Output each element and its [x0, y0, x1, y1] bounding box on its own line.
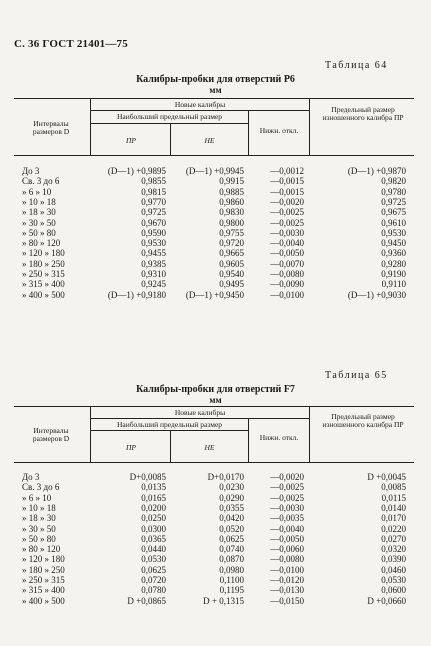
- interval-cell: » 6 » 10: [22, 492, 52, 503]
- rule: [309, 406, 310, 463]
- header-worn: Предельный размер изношенного калибра ПР: [322, 105, 404, 122]
- table-row: [0, 259, 431, 269]
- pr-cell: 0,0250: [141, 513, 166, 524]
- worn-cell: 0,9450: [381, 238, 406, 249]
- pr-cell: 0,9590: [141, 227, 166, 238]
- low-cell: —0,0150: [270, 595, 304, 606]
- ne-cell: 0,9800: [219, 217, 244, 228]
- table-row: [0, 166, 431, 176]
- table-row: [0, 524, 431, 534]
- low-cell: —0,0025: [270, 217, 304, 228]
- low-cell: —0,0040: [270, 523, 304, 534]
- worn-cell: 0,0390: [381, 554, 406, 565]
- header-low: Нижн. откл.: [259, 433, 299, 442]
- low-cell: —0,0120: [270, 575, 304, 585]
- ne-cell: (D—1) +0,9450: [185, 289, 244, 300]
- low-cell: —0,0130: [270, 585, 304, 596]
- low-cell: —0,0020: [270, 472, 304, 482]
- pr-cell: 0,9455: [141, 248, 166, 259]
- header-max: Наибольший предельный размер: [116, 420, 223, 429]
- worn-cell: 0,9610: [381, 217, 406, 228]
- pr-cell: 0,9530: [141, 238, 166, 249]
- pr-cell: 0,9245: [141, 279, 166, 290]
- ne-cell: 0,9830: [219, 207, 244, 218]
- pr-cell: 0,9725: [141, 207, 166, 218]
- ne-cell: 0,0980: [219, 564, 244, 575]
- interval-cell: » 30 » 50: [22, 217, 56, 228]
- pr-cell: 0,0200: [141, 502, 166, 513]
- pr-cell: 0,9670: [141, 217, 166, 228]
- interval-cell: » 400 » 500: [22, 595, 65, 606]
- low-cell: —0,0025: [270, 482, 304, 493]
- worn-cell: 0,0085: [381, 482, 406, 493]
- interval-cell: » 18 » 30: [22, 513, 56, 524]
- header-max: Наибольший предельный размер: [116, 112, 223, 121]
- interval-cell: » 6 » 10: [22, 186, 52, 197]
- ne-cell: 0,0520: [219, 523, 244, 534]
- low-cell: —0,0025: [270, 207, 304, 218]
- low-cell: —0,0012: [270, 166, 304, 176]
- table-row: [0, 279, 431, 289]
- worn-cell: 0,9530: [381, 227, 406, 238]
- ne-cell: (D—1) +0,9945: [185, 166, 244, 176]
- table-row: [0, 554, 431, 564]
- pr-cell: (D—1) +0,9180: [107, 289, 166, 300]
- pr-cell: 0,0625: [141, 564, 166, 575]
- worn-cell: 0,9190: [381, 269, 406, 279]
- pr-cell: 0,9815: [141, 186, 166, 197]
- table-row: [0, 207, 431, 217]
- ne-cell: 0,1195: [219, 585, 244, 596]
- header-new: Новые калибры: [174, 100, 226, 109]
- pr-cell: 0,0135: [141, 482, 166, 493]
- table-row: [0, 269, 431, 279]
- ne-cell: D + 0,1315: [203, 595, 244, 606]
- worn-cell: 0,0600: [381, 585, 406, 596]
- header-interval: Интервалы размеров D: [32, 426, 70, 443]
- worn-cell: D +0,0045: [367, 472, 406, 482]
- interval-cell: » 50 » 80: [22, 227, 56, 238]
- low-cell: —0,0060: [270, 544, 304, 555]
- table-number: Таблица 65: [325, 370, 388, 381]
- ne-cell: 0,9495: [219, 279, 244, 290]
- ne-cell: 0,0625: [219, 533, 244, 544]
- pr-cell: 0,0365: [141, 533, 166, 544]
- interval-cell: » 180 » 250: [22, 564, 65, 575]
- rule: [91, 110, 309, 111]
- pr-cell: 0,0165: [141, 492, 166, 503]
- interval-cell: » 30 » 50: [22, 523, 56, 534]
- table-row: [0, 565, 431, 575]
- interval-cell: » 400 » 500: [22, 289, 65, 300]
- low-cell: —0,0080: [270, 554, 304, 565]
- pr-cell: 0,9385: [141, 258, 166, 269]
- worn-cell: 0,0320: [381, 544, 406, 555]
- table-units: мм: [209, 85, 222, 95]
- interval-cell: » 10 » 18: [22, 196, 56, 207]
- worn-cell: 0,9780: [381, 186, 406, 197]
- table-row: [0, 493, 431, 503]
- ne-cell: 0,9885: [219, 186, 244, 197]
- table-number: Таблица 64: [325, 60, 388, 71]
- worn-cell: D +0,0660: [367, 595, 406, 606]
- rule: [309, 98, 310, 156]
- ne-cell: 0,9720: [219, 238, 244, 249]
- header-low: Нижн. откл.: [259, 126, 299, 135]
- interval-cell: » 315 » 400: [22, 279, 65, 290]
- ne-cell: 0,0355: [219, 502, 244, 513]
- table-row: [0, 472, 431, 482]
- worn-cell: 0,0530: [381, 575, 406, 585]
- interval-cell: » 120 » 180: [22, 248, 65, 259]
- header-new: Новые калибры: [174, 408, 226, 417]
- table-row: [0, 197, 431, 207]
- worn-cell: 0,9675: [381, 207, 406, 218]
- table-row: [0, 218, 431, 228]
- low-cell: —0,0030: [270, 502, 304, 513]
- interval-cell: До 3: [22, 166, 40, 176]
- table-row: [0, 596, 431, 606]
- low-cell: —0,0020: [270, 196, 304, 207]
- interval-cell: » 250 » 315: [22, 269, 65, 279]
- pr-cell: D+0,0085: [129, 472, 166, 482]
- header-pr: ПР: [126, 443, 136, 452]
- worn-cell: 0,9820: [381, 176, 406, 187]
- interval-cell: » 10 » 18: [22, 502, 56, 513]
- interval-cell: До 3: [22, 472, 40, 482]
- table-row: [0, 544, 431, 554]
- header-worn: Предельный размер изношенного калибра ПР: [322, 412, 404, 429]
- ne-cell: 0,0290: [219, 492, 244, 503]
- worn-cell: 0,0270: [381, 533, 406, 544]
- ne-cell: 0,0870: [219, 554, 244, 565]
- low-cell: —0,0035: [270, 513, 304, 524]
- interval-cell: » 50 » 80: [22, 533, 56, 544]
- table-row: [0, 503, 431, 513]
- header-interval: Интервалы размеров D: [32, 119, 70, 136]
- pr-cell: 0,0780: [141, 585, 166, 596]
- low-cell: —0,0100: [270, 289, 304, 300]
- table-row: [0, 585, 431, 595]
- header-ne: НЕ: [204, 443, 215, 452]
- rule: [14, 155, 414, 156]
- pr-cell: 0,0530: [141, 554, 166, 565]
- table-row: [0, 248, 431, 258]
- ne-cell: 0,9755: [219, 227, 244, 238]
- ne-cell: 0,0420: [219, 513, 244, 524]
- low-cell: —0,0015: [270, 186, 304, 197]
- pr-cell: 0,0720: [141, 575, 166, 585]
- rule: [14, 98, 414, 99]
- rule: [91, 418, 309, 419]
- worn-cell: 0,0140: [381, 502, 406, 513]
- interval-cell: » 80 » 120: [22, 238, 61, 249]
- rule: [14, 406, 414, 407]
- low-cell: —0,0050: [270, 248, 304, 259]
- pr-cell: (D—1) +0,9895: [107, 166, 166, 176]
- table-title: Калибры-пробки для отверстий Р6: [136, 74, 295, 85]
- table-units: мм: [209, 395, 222, 405]
- table-row: [0, 238, 431, 248]
- ne-cell: 0,1100: [219, 575, 244, 585]
- ne-cell: 0,9860: [219, 196, 244, 207]
- worn-cell: 0,9280: [381, 258, 406, 269]
- low-cell: —0,0050: [270, 533, 304, 544]
- low-cell: —0,0030: [270, 227, 304, 238]
- interval-cell: » 180 » 250: [22, 258, 65, 269]
- worn-cell: 0,0220: [381, 523, 406, 534]
- ne-cell: 0,0230: [219, 482, 244, 493]
- pr-cell: 0,0440: [141, 544, 166, 555]
- header-pr: ПР: [126, 136, 136, 145]
- low-cell: —0,0100: [270, 564, 304, 575]
- table-title: Калибры-пробки для отверстий F7: [136, 384, 295, 395]
- low-cell: —0,0025: [270, 492, 304, 503]
- worn-cell: (D—1) +0,9030: [347, 289, 406, 300]
- worn-cell: 0,0460: [381, 564, 406, 575]
- worn-cell: 0,9110: [381, 279, 406, 290]
- pr-cell: D +0,0865: [127, 595, 166, 606]
- low-cell: —0,0080: [270, 269, 304, 279]
- interval-cell: » 120 » 180: [22, 554, 65, 565]
- table-row: [0, 575, 431, 585]
- ne-cell: D+0,0170: [207, 472, 244, 482]
- table-row: [0, 176, 431, 186]
- worn-cell: 0,0115: [381, 492, 406, 503]
- pr-cell: 0,9855: [141, 176, 166, 187]
- interval-cell: » 250 » 315: [22, 575, 65, 585]
- ne-cell: 0,9540: [219, 269, 244, 279]
- rule: [90, 406, 91, 463]
- pr-cell: 0,0300: [141, 523, 166, 534]
- worn-cell: 0,0170: [381, 513, 406, 524]
- ne-cell: 0,9665: [219, 248, 244, 259]
- table-row: [0, 290, 431, 300]
- low-cell: —0,0015: [270, 176, 304, 187]
- pr-cell: 0,9770: [141, 196, 166, 207]
- table-row: [0, 482, 431, 492]
- page-header: С. 36 ГОСТ 21401—75: [14, 38, 128, 50]
- worn-cell: 0,9360: [381, 248, 406, 259]
- interval-cell: » 80 » 120: [22, 544, 61, 555]
- low-cell: —0,0090: [270, 279, 304, 290]
- ne-cell: 0,0740: [219, 544, 244, 555]
- worn-cell: (D—1) +0,9870: [347, 166, 406, 176]
- table-row: [0, 187, 431, 197]
- interval-cell: » 18 » 30: [22, 207, 56, 218]
- rule: [14, 462, 414, 463]
- table-row: [0, 228, 431, 238]
- interval-cell: Св. 3 до 6: [22, 176, 60, 187]
- table-row: [0, 513, 431, 523]
- interval-cell: Св. 3 до 6: [22, 482, 60, 493]
- table-row: [0, 534, 431, 544]
- interval-cell: » 315 » 400: [22, 585, 65, 596]
- low-cell: —0,0070: [270, 258, 304, 269]
- ne-cell: 0,9915: [219, 176, 244, 187]
- ne-cell: 0,9605: [219, 258, 244, 269]
- low-cell: —0,0040: [270, 238, 304, 249]
- header-ne: НЕ: [204, 136, 215, 145]
- pr-cell: 0,9310: [141, 269, 166, 279]
- rule: [90, 98, 91, 156]
- worn-cell: 0,9725: [381, 196, 406, 207]
